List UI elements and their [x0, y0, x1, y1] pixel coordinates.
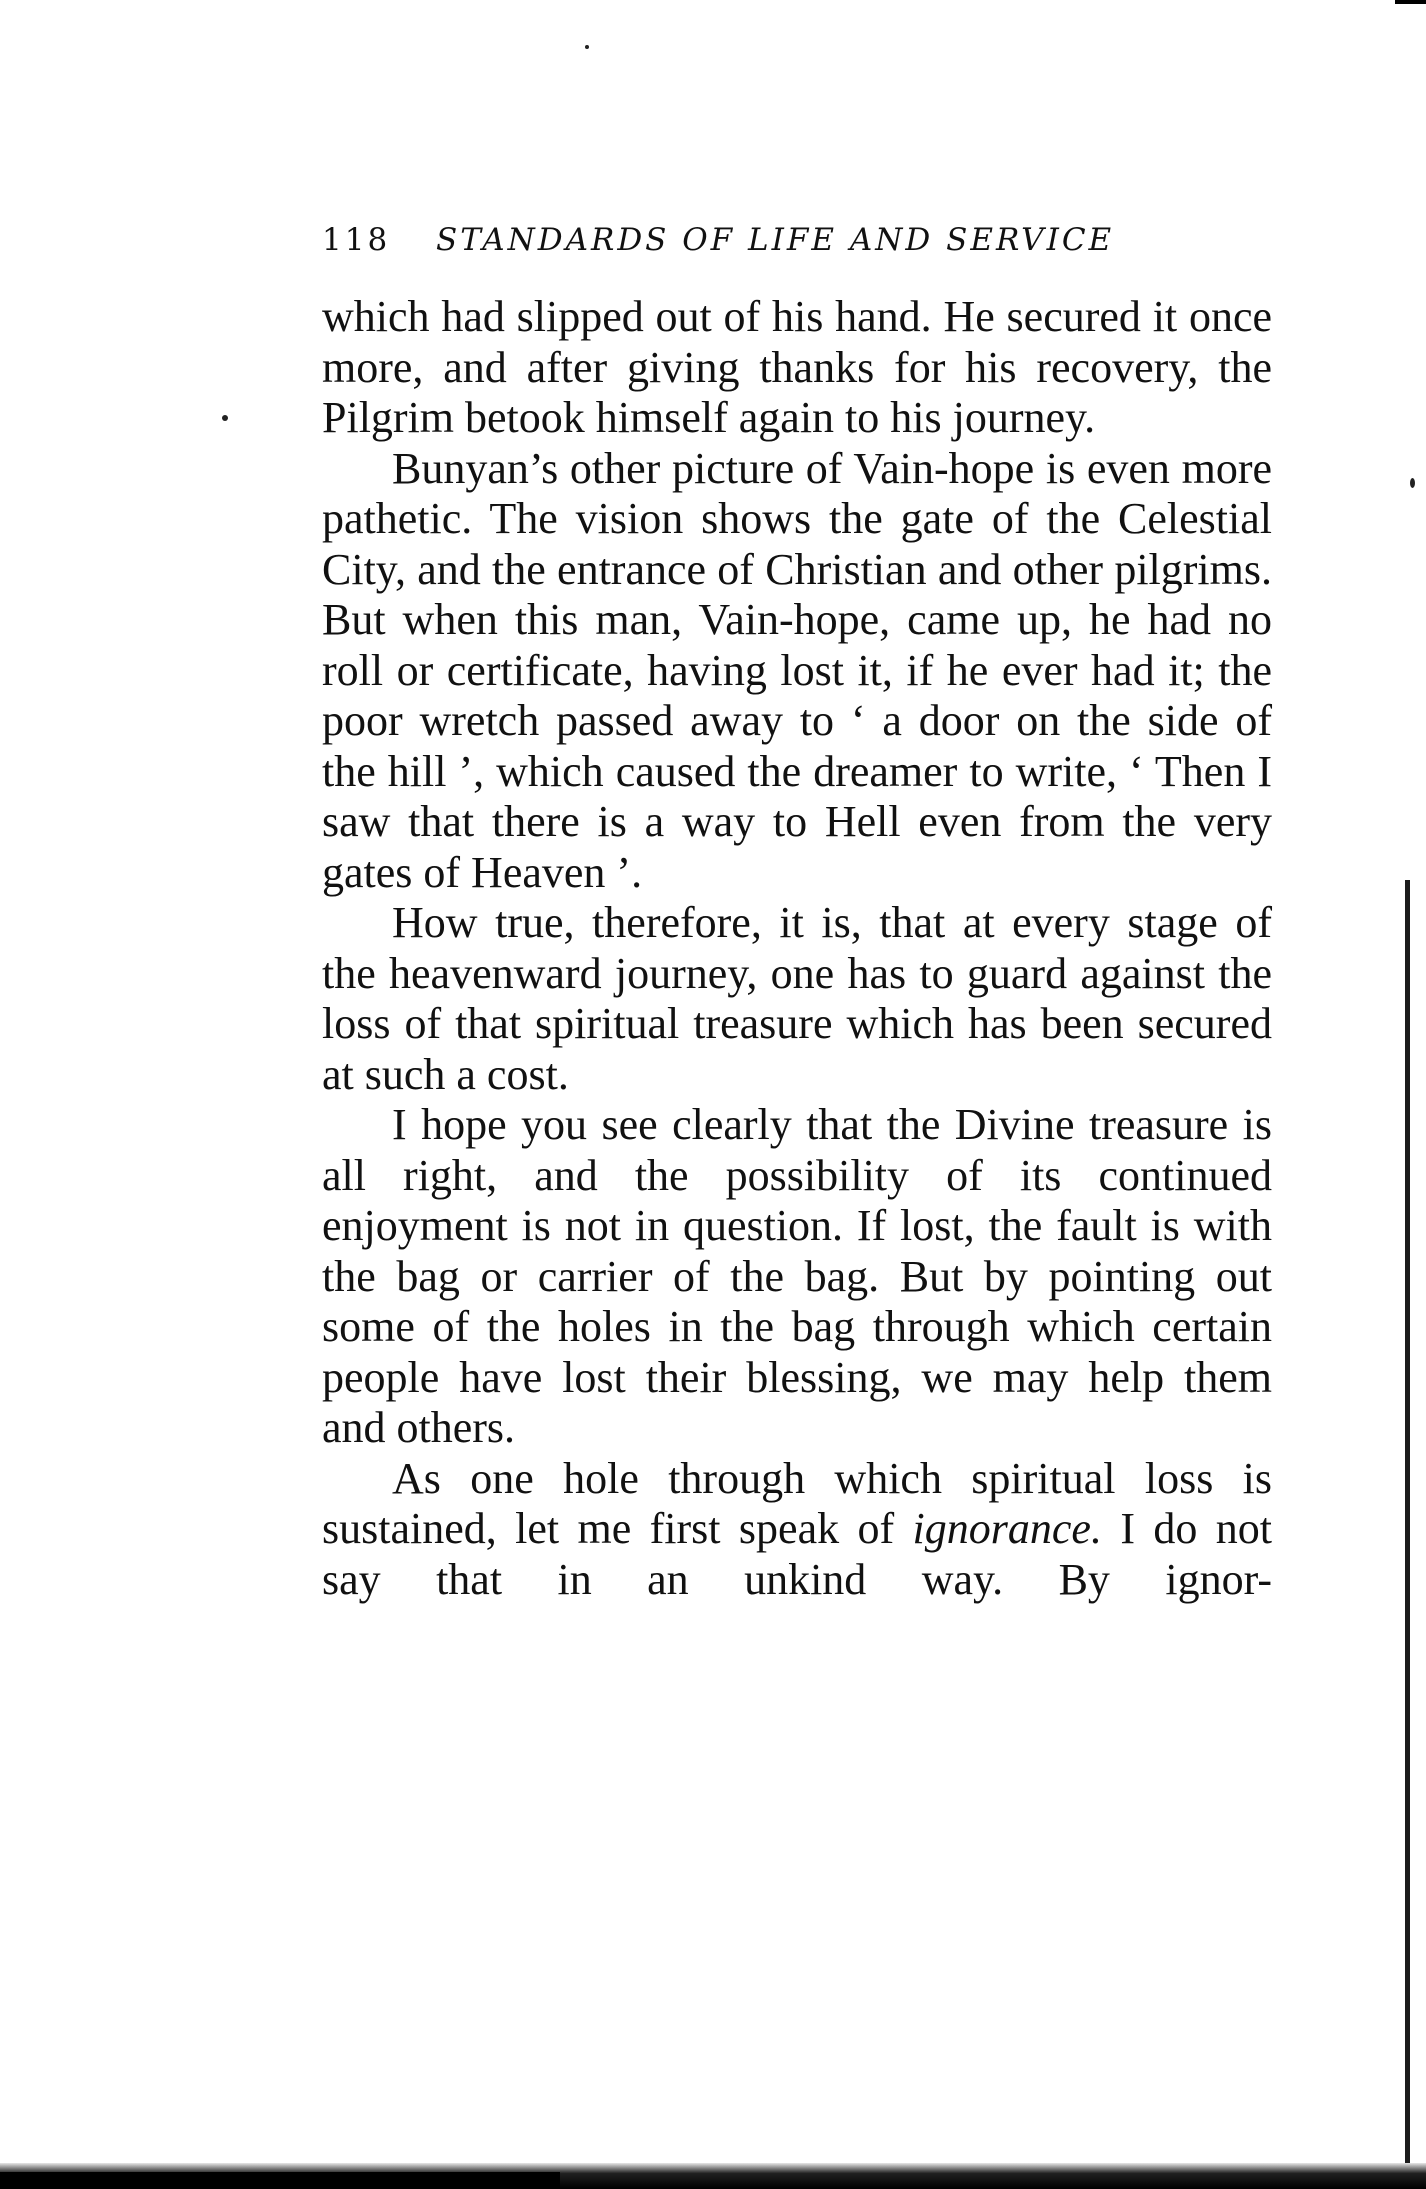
print-speck: [1410, 478, 1415, 488]
print-speck: [585, 45, 589, 49]
ignorance-trailing-text: I do not say that in an unkind way. By ignor-: [322, 1504, 1272, 1604]
running-head: [322, 222, 1142, 266]
page-number: 118: [322, 222, 391, 258]
ignorance-emphasis: ignorance.: [912, 1504, 1102, 1553]
paragraph-ignorance: [322, 1454, 1272, 1606]
paragraph-continuation: which had slipped out of his hand. He secured it once more, and after giving thanks for his recovery, the Pilgrim betook himself again to his journey.: [322, 292, 1272, 442]
body-text: [322, 292, 1272, 1605]
binding-edge-shadow: [1405, 880, 1410, 2170]
top-edge-mark: [1395, 0, 1426, 4]
print-speck: [222, 415, 228, 421]
ignorance-lead-text: As one hole through which spiritual loss is sustained, let me first speak of: [322, 1453, 1272, 1553]
paragraph-vain-hope: Bunyan’s other picture of Vain-hope is even more pathetic. The vision shows the gate of the Celestial City, and the entrance of Christian and other pilgrims. But when this man, Vain-hope, came up, he had no roll or certificate, having lost it, if he ever had it; the poor wretch passed away to ‘ a door on the side of the hill ’, which caused the dreamer to write, ‘ Then I saw that there is a way to Hell even from the very gates of Heaven ’.: [322, 443, 1272, 897]
bottom-edge-dark-band: [0, 2172, 560, 2189]
paragraph-divine-treasure: I hope you see clearly that the Divine treasure is all right, and the possibility of its continued enjoyment is not in question. If lost, the fault is with the bag or carrier of the bag. But by pointing out some of the holes in the bag through which certain people have lost their blessing, we may help them and others.: [322, 1100, 1272, 1452]
running-title: STANDARDS OF LIFE AND SERVICE: [436, 222, 1115, 258]
paragraph-how-true: How true, therefore, it is, that at every stage of the heavenward journey, one has to guard against the loss of that spiritual treasure which has been secured at such a cost.: [322, 898, 1272, 1099]
